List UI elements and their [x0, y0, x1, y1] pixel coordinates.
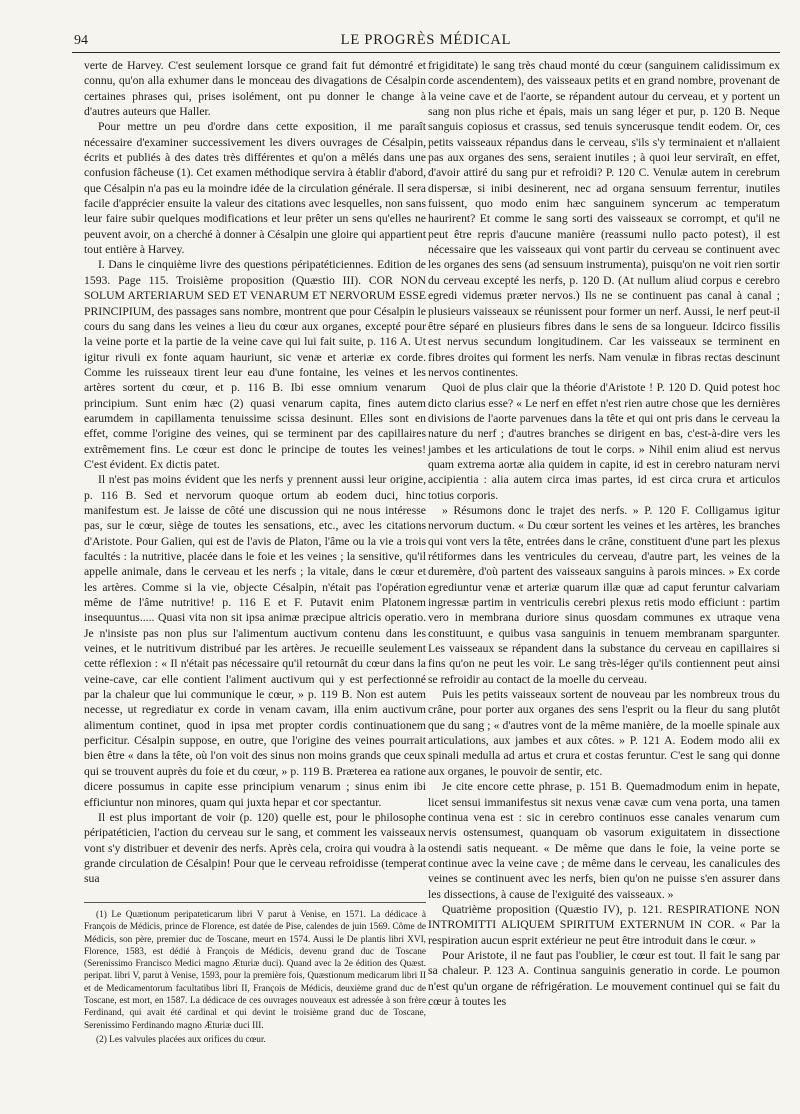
paragraph: Il n'est pas moins évident que les nerfs y prennent aussi leur origine, p. 116 B. Sed et nervorum quoque ortum ab eodem duci, hinc manifestum est. Je laisse de côté une discussion qui ne nous intéresse pas, sur le cœur, siège de toutes les sensations, etc., avec les citations d'Aristote. Pour Galien, qui est de l'avis de Platon, l'âme ou la vie a trois facultés : la nutritive, placée dans le foie et les veines ; la sensitive, qu'il appelle animale, dans le cerveau et les nerfs ; la vitale, dans le cœur et les artères. Comme si la vie, objecte Césalpin, n'était pas l'opération même de l'âme nutritive! p. 116 E et F. Putavit enim Platonem insequuntus..... Quasi vita non sit ipsa animæ præcipue altricis operatio. Je n'insiste pas non plus sur l'alimentum auctivum contenu dans les veines, et le nutritivum distribué par les artères. Je recueille seulement cette réflexion : « Il n'était pas nécessaire qu'il retournât du cœur dans la veine-cave, car elle contient l'aliment auctivum qui y est perfectionné par la chaleur que lui communique le cœur, » p. 119 B. Non est autem necesse, ut regrediatur ex corde in venam cavam, illa enim auctivum alimentum continet, quod in ipsa met propter cordis continuationem perficitur. Césalpin suppose, en outre, que l'origine des veines pourrait bien être « dans la tête, où l'on voit des sinus non moins grands que ceux qui se trouvent auprès du foie et du cœur, » p. 119 B. Præterea ea ratione dicere possumus in capite esse principium venarum ; sinus enim ibi efficiuntur non minores, quam qui juxta hepar et cor spectantur.: [84, 473, 426, 809]
journal-title: LE PROGRÈS MÉDICAL: [340, 32, 512, 48]
paragraph: » Résumons donc le trajet des nerfs. » P. 120 F. Colligamus igitur nervorum ductum. « Du cœur sortent les veines et les artères, les branches qui vont vers la tête, entrées dans le crâne, constituent d'une part les plexus rétiformes dans les ventricules du cerveau, d'autre part, les veines de la duremère, d'où partent des vaisseaux sanguins à parois minces. » Ex corde egrediuntur venæ et arteriæ quarum illæ quæ ad caput feruntur calvariam ingressæ partim in ventriculis cerebri plexus retis modo efficiunt : partim vero in membrana duriore sinus quosdam communes ex utraque vena constituunt, e quibus vasa sanguinis in tenuem membranam spargunter. Les vaisseaux se répandent dans la substance du cerveau en capillaires si fins qu'on ne peut les voir. Le sang très-léger qu'ils contiennent peut ainsi se refroidir au contact de la moelle du cerveau.: [428, 503, 780, 686]
paragraph: Il est plus important de voir (p. 120) quelle est, pour le philosophe péripatéticien, l'action du cerveau sur le sang, et comment les vaisseaux vont s'y distribuer et devenir des nerfs. Après cela, croira qui voudra à la grande circulation de Césalpin! Pour que le cerveau refroidisse (temperat sua: [84, 810, 426, 886]
running-header: [72, 30, 780, 53]
left-column: [84, 58, 426, 887]
paragraph: Pour Aristote, il ne faut pas l'oublier, le cœur est tout. Il fait le sang par sa chaleur. P. 123 A. Continua sanguinis generatio in corde. Le poumon n'est qu'un organe de réfrigération. Le mouvement continuel qui se fait du cœur à toutes les: [428, 948, 780, 1008]
paragraph: Pour mettre un peu d'ordre dans cette exposition, il me paraît nécessaire d'examiner successivement les divers ouvrages de Césalpin, écrits et publiés à des dates très différentes et qu'on a mêlés dans une confusion fâcheuse (1). Cet examen méthodique servira à établir d'abord, que Césalpin n'a pas eu la moindre idée de la circulation générale. Il sera facile d'apprécier ensuite la valeur des citations avec lesquelles, non sans leur faire subir quelques modifications et leur prêter un sens qu'elles ne peuvent avoir, on a cherché à donner à Césalpin une gloire qui appartient tout entière à Harvey.: [84, 120, 426, 257]
paragraph: Quoi de plus clair que la théorie d'Aristote ! P. 120 D. Quid potest hoc dicto clarius esse? « Le nerf en effet n'est rien autre chose que les dernières divisions de l'aorte parvenues dans la tête et qui ont pris dans le cerveau la nature du nerf ; d'autres branches se dirigent en bas, c'est-à-dire vers les jambes et les articulations de tout le corps. » Nihil enim aliud est nervus quam extrema aortæ alia quidem in capite, id est in cerebro naturam nervi accipientia : alia autem circa imas partes, id est circa crura et articulos totius corporis.: [428, 381, 780, 502]
page-number: 94: [74, 33, 88, 48]
footnote: (1) Le Quætionum peripateticarum libri V parut à Venise, en 1571. La dédicace à François de Médicis, prince de Florence, est datée de Pise, calendes de juin 1569. Côme de Médicis, son père, premier duc de Toscane, meurt en 1574. Aussi le De plantis libri XVI, Florence, 1583, est dédié à François de Médicis, devenu grand duc de Toscane (Serenissimo Francisco Medici magno Æturiæ duci). Quand avec la 2e édition des Quæst. peripat. libri V, parut à Venise, 1593, pour la première fois, Quæstionum medicarum libri II et de Medicamentorum facultatibus libri II, François de Médicis, deuxième grand duc de Toscane, est mort, en 1587. La dédicace de ces ouvrages nouveaux est adressée à son frère Ferdinand, qui avait été cardinal et qui devint le troisième grand duc de Toscane, Serenissimo Ferdinando magno Æturiæ duci III.: [84, 910, 426, 1031]
paragraph: I. Dans le cinquième livre des questions péripatéticiennes. Edition de 1593. Page 115. Troisième proposition (Quæstio III). COR NON SOLUM ARTERIARUM SED ET VENARUM ET NERVORUM ESSE PRINCIPIUM, des passages sans nombre, montrent que pour Césalpin le cours du sang dans les veines a lieu du cœur aux organes, excepté pour la veine porte et la partie de la veine cave qui lui fait suite, p. 116 A. Ut igitur rivuli ex fonte aquam hauriunt, sic venæ et arteriæ ex corde. Comme les ruisseaux tirent leur eau d'une fontaine, les veines et les artères sortent du cœur, et p. 116 B. Ibi esse omnium venarum principium. Sunt enim hæc (2) quasi venarum capita, fines autem earumdem in capillamenta tenuissime scissa desinunt. Elles sont en effet, comme l'origine des veines, qui se terminent par des capillaires extrêmement fins. Le cœur est donc le principe de toutes les veines! C'est évident. Ex dictis patet.: [84, 258, 426, 471]
footnotes: [84, 902, 426, 1048]
paragraph: Quatrième proposition (Quæstio IV), p. 121. RESPIRATIONE NON INTROMITTI ALIQUEM SPIRITUM EXTERNUM IN COR. « Par la respiration aucun esprit extérieur ne peut être introduit dans le cœur. »: [428, 902, 780, 947]
paragraph: frigiditate) le sang très chaud monté du cœur (sanguinem calidissimum ex corde ascendentem), des vaisseaux petits et en grand nombre, provenant de la veine cave et de l'aorte, se répandent autour du cerveau, et y portent un sang non plus riche et épais, mais un sang léger et pur, p. 120 B. Neque sanguis copiosus et crassus, sed tenuis syncerusque tendit eodem. Or, ces petits vaisseaux répandus dans le cerveau, s'ils s'y terminaient et n'allaient pas aux organes des sens, seraient inutiles ; à quoi leur serviraît, en effet, d'avoir attiré du sang pur et refroidi? P. 120 C. Venulæ autem in cerebrum dispersæ, si inibi desinerent, nec ad organa sensuum ferrentur, inutiles fuissent, quo modo enim hæc sanguinem syncerum ac temperatum haurirent? Et comme le sang sorti des vaisseaux se corrompt, et qu'il ne peut être repris d'aucune manière (reassumi nullo pacto potest), il est nécessaire que les vaisseaux qui vont partir du cerveau se continuent avec les organes des sens (ad sensuum instrumenta), puisqu'on ne voit rien sortir du cerveau excepté les nerfs, p. 120 D. (At nullum aliud corpus e cerebro egredi videmus præter nervos.) Ils ne se continuent pas canal à canal ; plusieurs vaisseaux se réunissent pour former un nerf. Aussi, le nerf peut-il être séparé en plusieurs fibres dans le sens de sa longueur. Idcirco fissilis est nervus secundum longitudinem. Car les vaisseaux se terminent en fibres droites qui forment les nerfs. Nam venulæ in fibras rectas descinunt nervos continentes.: [428, 59, 780, 379]
paragraph: Puis les petits vaisseaux sortent de nouveau par les nombreux trous du crâne, pour porter aux organes des sens l'esprit ou la fleur du sang plutôt que du sang ; « d'autres vont de la même manière, de la moelle spinale aux articulations, aux jambes et aux côtes. » P. 121 A. Eodem modo alii ex spinali medulla ad artus et crura et costas feruntur. C'est le sang qui donne aux organes, le pouvoir de sentir, etc.: [428, 688, 780, 778]
paragraph: verte de Harvey. C'est seulement lorsque ce grand fait fut démontré et connu, qu'on alla exhumer dans le monceau des divagations de Césalpin certaines phrases qui, prises isolément, ont pu donner le change à d'autres auteurs que Haller.: [84, 59, 426, 119]
right-column: [428, 58, 780, 1009]
paragraph: Je cite encore cette phrase, p. 151 B. Quemadmodum enim in hepate, licet sensui immanifestus sit nexus venæ cavæ cum vena porta, una tamen continua vena est : sic in cerebro continuos esse canales venarum cum nervis ostensumest, quanquam ob vasorum exiguitatem in dissectione ostendi satis nequeant. « De même que dans le foie, la veine porte se continue avec la veine cave ; de même dans le cerveau, les canalicules des veines se continuent avec les nerfs, bien qu'on ne puisse s'en assurer dans les dissections, à cause de l'exiguité des vaisseaux. »: [428, 780, 780, 901]
footnote: (2) Les valvules placées aux orifices du cœur.: [96, 1034, 266, 1045]
